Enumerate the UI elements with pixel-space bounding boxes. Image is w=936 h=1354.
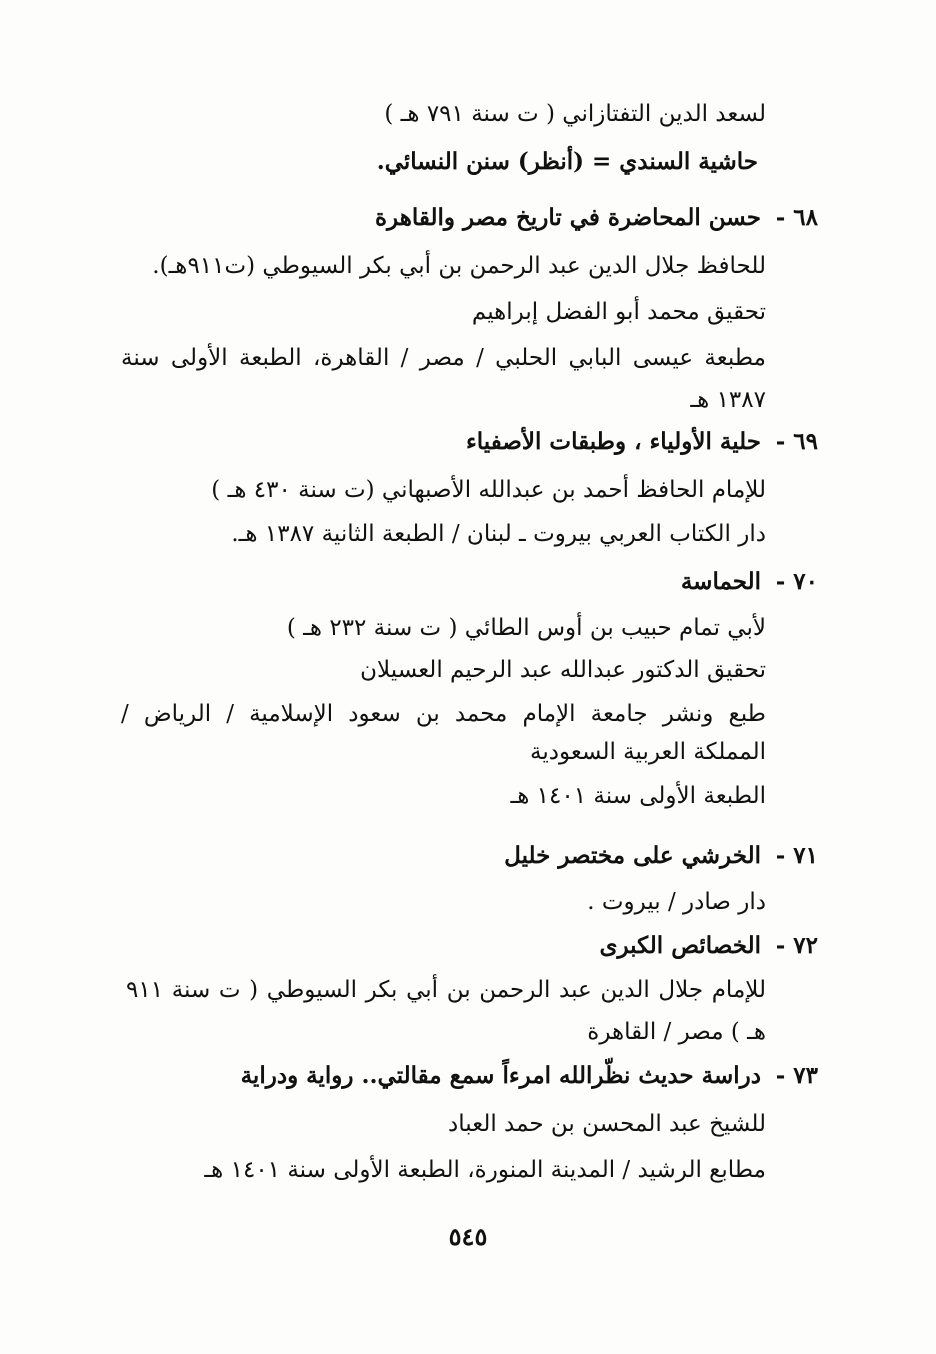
entry-title: دراسة حديث نظّرالله امرءاً سمع مقالتي.. رواية ودراية xyxy=(240,1062,761,1089)
entry-number: ٦٩ - xyxy=(775,428,818,455)
text-line: هـ ) مصر / القاهرة xyxy=(587,1019,766,1045)
text-line: دار الكتاب العربي بيروت ـ لبنان / الطبعة الثانية ١٣٨٧ هـ. xyxy=(231,521,766,547)
text-line: الطبعة الأولى سنة ١٤٠١ هـ xyxy=(510,783,766,809)
entry-title: الخصائص الكبرى xyxy=(599,932,761,959)
entry-number: ٧٣ - xyxy=(775,1062,818,1089)
page-number: ٥٤٥ xyxy=(448,1222,488,1251)
entry-number: ٧٢ - xyxy=(775,932,818,959)
entry-title: الحماسة xyxy=(680,568,761,595)
entry-number: ٧٠ - xyxy=(775,568,818,595)
text-line: مطبعة عيسى البابي الحلبي / مصر / القاهرة، الطبعة الأولى سنة xyxy=(121,345,766,371)
text-line: للإمام جلال الدين عبد الرحمن بن أبي بكر السيوطي ( ت سنة ٩١١ xyxy=(126,977,766,1003)
entry-title: حسن المحاضرة في تاريخ مصر والقاهرة xyxy=(374,204,761,231)
text-line: ١٣٨٧ هـ xyxy=(690,387,766,413)
entry-number: ٧١ - xyxy=(775,842,818,869)
text-line: للإمام الحافظ أحمد بن عبدالله الأصبهاني (ت سنة ٤٣٠ هـ ) xyxy=(211,477,766,503)
text-line: لأبي تمام حبيب بن أوس الطائي ( ت سنة ٢٣٢ هـ ) xyxy=(286,615,766,641)
text-line: لسعد الدين التفتازاني ( ت سنة ٧٩١ هـ ) xyxy=(384,101,766,127)
cross-reference: حاشية السندي = (أنظر) سنن النسائي. xyxy=(376,148,758,175)
text-line: مطابع الرشيد / المدينة المنورة، الطبعة الأولى سنة ١٤٠١ هـ xyxy=(204,1157,766,1183)
entry-number: ٦٨ - xyxy=(775,204,818,231)
text-line: طبع ونشر جامعة الإمام محمد بن سعود الإسلامية / الرياض / xyxy=(121,701,766,727)
text-line: المملكة العربية السعودية xyxy=(530,739,766,765)
text-line: تحقيق محمد أبو الفضل إبراهيم xyxy=(471,299,766,325)
text-line: تحقيق الدكتور عبدالله عبد الرحيم العسيلان xyxy=(360,657,766,683)
text-line: للشيخ عبد المحسن بن حمد العباد xyxy=(448,1111,766,1137)
entry-title: الخرشي على مختصر خليل xyxy=(504,842,761,869)
entry-title: حلية الأولياء ، وطبقات الأصفياء xyxy=(465,428,761,455)
text-line: للحافظ جلال الدين عبد الرحمن بن أبي بكر السيوطي (ت٩١١هـ). xyxy=(152,253,766,279)
text-line: دار صادر / بيروت . xyxy=(587,889,766,915)
